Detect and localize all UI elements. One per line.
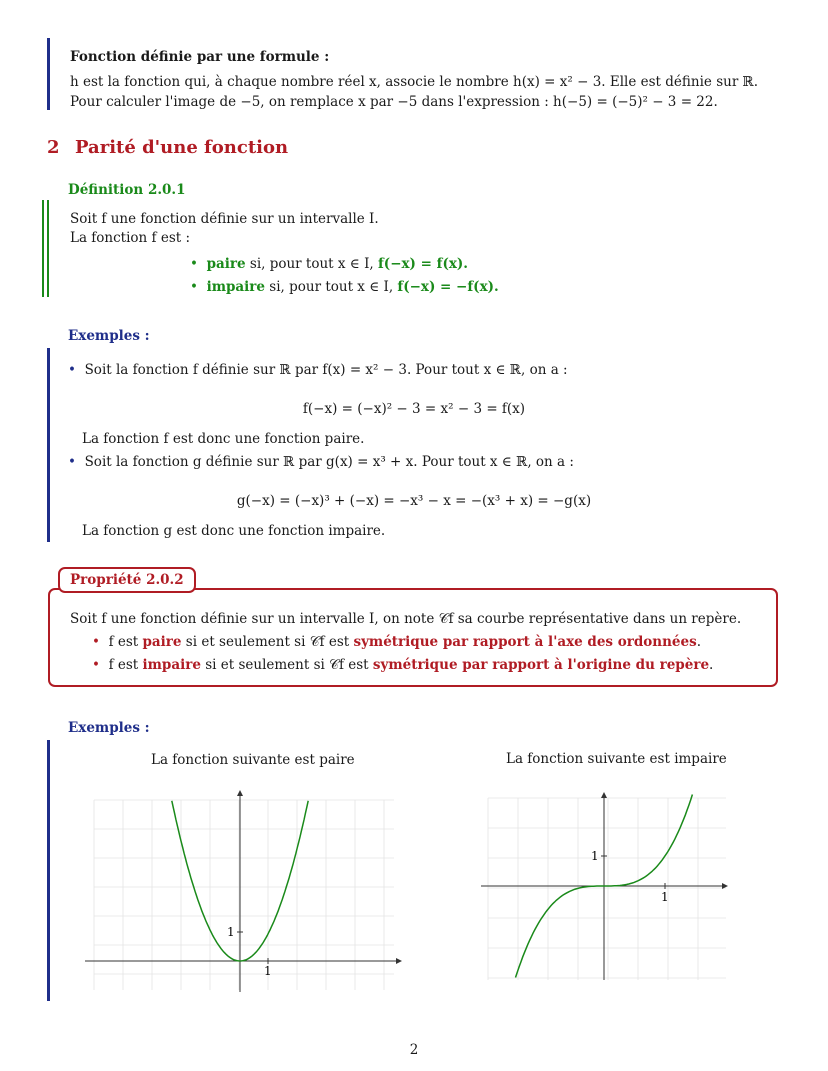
page-number: 2 bbox=[409, 1042, 419, 1058]
definition-line1: Soit f une fonction définie sur un intervalle I. bbox=[70, 211, 379, 227]
formula-function-line2: Pour calculer l'image de −5, on remplace x par −5 dans l'expression : h(−5) = (−5)² − 3 = 22. bbox=[70, 94, 718, 110]
bullet-icon: • bbox=[92, 657, 100, 673]
graph-even-function bbox=[80, 788, 402, 994]
y-axis-arrow-icon bbox=[237, 790, 243, 796]
bullet-icon: • bbox=[68, 454, 76, 470]
example1-conclusion: La fonction f est donc une fonction paire. bbox=[82, 431, 365, 447]
definition-label: Définition 2.0.1 bbox=[68, 182, 186, 198]
bullet-icon: • bbox=[190, 256, 198, 272]
bullet-icon: • bbox=[92, 634, 100, 650]
bullet-icon: • bbox=[68, 362, 76, 378]
section-number: 2 bbox=[47, 137, 60, 158]
example-left-bar bbox=[47, 38, 50, 110]
caption-right: La fonction suivante est impaire bbox=[506, 751, 727, 767]
x-tick-label: 1 bbox=[661, 890, 669, 904]
example2-text: • Soit la fonction g définie sur ℝ par g(x) = x³ + x. Pour tout x ∈ ℝ, on a : bbox=[68, 454, 574, 470]
definition-bar-outer bbox=[42, 200, 44, 297]
property-item-impaire: • f est impaire si et seulement si 𝒞f est symétrique par rapport à l'origine du repère. bbox=[92, 657, 714, 673]
section-title: Parité d'une fonction bbox=[75, 137, 289, 158]
example2-equation: g(−x) = (−x)³ + (−x) = −x³ − x = −(x³ + x) = −g(x) bbox=[236, 493, 592, 509]
formula-function-line1: h est la fonction qui, à chaque nombre réel x, associe le nombre h(x) = x² − 3. Elle est définie sur ℝ. bbox=[70, 74, 759, 90]
property-item-paire: • f est paire si et seulement si 𝒞f est symétrique par rapport à l'axe des ordonnées. bbox=[92, 634, 702, 650]
example1-text: • Soit la fonction f définie sur ℝ par f(x) = x² − 3. Pour tout x ∈ ℝ, on a : bbox=[68, 362, 568, 378]
y-axis-arrow-icon bbox=[601, 792, 607, 798]
example2-conclusion: La fonction g est donc une fonction impaire. bbox=[82, 523, 386, 539]
examples-left-bar bbox=[47, 348, 50, 542]
definition-item-impaire: • impaire si, pour tout x ∈ I, f(−x) = −f(x). bbox=[190, 279, 499, 295]
examples2-left-bar bbox=[47, 740, 50, 1001]
formula-function-title: Fonction définie par une formule : bbox=[70, 49, 330, 65]
y-tick-label: 1 bbox=[227, 925, 235, 939]
graph-odd-function bbox=[478, 790, 730, 982]
caption-left: La fonction suivante est paire bbox=[151, 752, 355, 768]
bullet-icon: • bbox=[190, 279, 198, 295]
x-tick-label: 1 bbox=[264, 964, 272, 978]
definition-item-paire: • paire si, pour tout x ∈ I, f(−x) = f(x). bbox=[190, 256, 468, 272]
example1-equation: f(−x) = (−x)² − 3 = x² − 3 = f(x) bbox=[302, 401, 526, 417]
property-label: Propriété 2.0.2 bbox=[58, 567, 196, 593]
examples2-label: Exemples : bbox=[68, 720, 150, 736]
property-intro: Soit f une fonction définie sur un intervalle I, on note 𝒞f sa courbe représentative dans un repère. bbox=[70, 611, 742, 627]
definition-line2: La fonction f est : bbox=[70, 230, 191, 246]
examples-label: Exemples : bbox=[68, 328, 150, 344]
x-axis-arrow-icon bbox=[396, 958, 402, 964]
y-tick-label: 1 bbox=[591, 849, 599, 863]
definition-bar-inner bbox=[47, 200, 49, 297]
